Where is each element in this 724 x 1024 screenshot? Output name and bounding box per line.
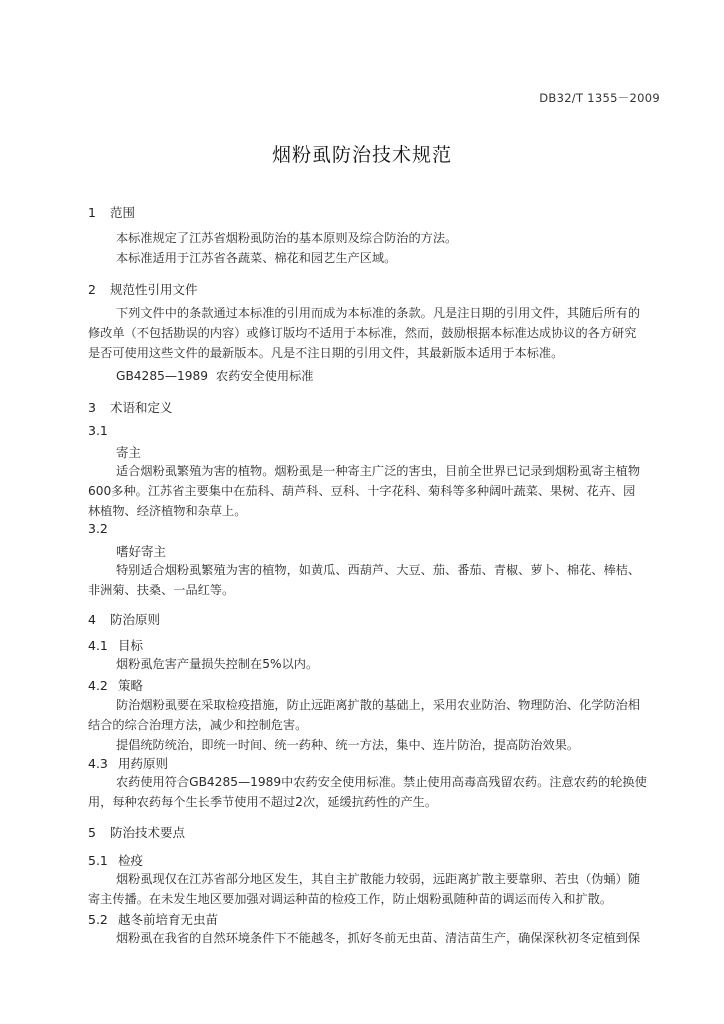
section-title: 防治原则	[110, 612, 161, 627]
subsection-number: 5.2	[88, 912, 108, 927]
subsection-number: 4.2	[88, 678, 108, 693]
subsection-5-1-body	[88, 869, 660, 909]
section-number: 5	[88, 825, 96, 840]
subsection-4-1-body	[88, 654, 660, 674]
standard-code: DB32/T 1355－2009	[539, 91, 660, 105]
subsection-5-2-body	[88, 928, 660, 948]
section-title: 防治技术要点	[110, 825, 186, 840]
paragraph-line: 烟粉虱在我省的自然环境条件下不能越冬，抓好冬前无虫苗、清洁苗生产，确保深秋初冬定植到保	[116, 931, 641, 945]
paragraph-line: 用，每种农药每个生长季节使用不超过2次，延缓抗药性的产生。	[88, 795, 438, 809]
paragraph-line: 农药使用符合GB4285—1989中农药安全使用标准。禁止使用高毒高残留农药。注意农药的轮换使	[116, 775, 647, 789]
paragraph-line: 适合烟粉虱繁殖为害的植物。烟粉虱是一种寄主广泛的害虫，目前全世界已记录到烟粉虱寄主植物	[116, 464, 641, 478]
section-1-heading	[88, 203, 135, 221]
subsection-number: 4.3	[88, 756, 108, 771]
section-3-heading	[88, 398, 173, 416]
subsection-number: 4.1	[88, 638, 108, 653]
section-5-heading	[88, 823, 185, 841]
paragraph-line: 烟粉虱危害产量损失控制在5%以内。	[116, 657, 319, 671]
paragraph-line: 600多种。江苏省主要集中在茄科、葫芦科、豆科、十字花科、菊科等多种阔叶蔬菜、果树、花卉、园	[88, 484, 636, 498]
term-3-1-definition	[88, 461, 660, 521]
paragraph-line: 林植物、经济植物和杂草上。	[88, 504, 247, 518]
section-number: 2	[88, 282, 96, 297]
reference-title: 农药安全使用标准	[216, 369, 314, 383]
paragraph-line: 烟粉虱现仅在江苏省部分地区发生，其自主扩散能力较弱，远距离扩散主要靠卵、若虫（伪蛹）随	[116, 872, 641, 886]
subsection-title: 检疫	[118, 853, 144, 868]
paragraph-line: 结合的综合治理方法，减少和控制危害。	[88, 718, 308, 732]
subsection-4-3-heading	[88, 754, 168, 772]
subsection-title: 目标	[118, 638, 144, 653]
normative-reference	[116, 367, 314, 384]
section-1-body	[88, 228, 660, 268]
term-3-2-number: 3.2	[88, 521, 108, 536]
section-number: 4	[88, 612, 96, 627]
section-2-body	[88, 303, 660, 363]
subsection-5-2-heading	[88, 910, 218, 928]
subsection-4-1-heading	[88, 636, 143, 654]
subsection-4-2-body	[88, 695, 660, 755]
subsection-4-3-body	[88, 772, 660, 812]
section-number: 1	[88, 205, 96, 220]
paragraph-line: 防治烟粉虱要在采取检疫措施，防止远距离扩散的基础上，采用农业防治、物理防治、化学防治相	[116, 698, 641, 712]
paragraph-line: 修改单（不包括勘误的内容）或修订版均不适用于本标准，然而，鼓励根据本标准达成协议的各方研究	[88, 326, 637, 340]
paragraph-line: 非洲菊、扶桑、一品红等。	[88, 583, 235, 597]
section-4-heading	[88, 610, 160, 628]
term-3-2-title: 嗜好寄主	[116, 544, 167, 559]
paragraph-line: 特别适合烟粉虱繁殖为害的植物，如黄瓜、西葫芦、大豆、茄、番茄、青椒、萝卜、棉花、棒桔、	[116, 563, 641, 577]
subsection-5-1-heading	[88, 851, 143, 869]
section-title: 术语和定义	[110, 400, 173, 415]
subsection-title: 用药原则	[118, 756, 169, 771]
term-3-1-title: 寄主	[116, 445, 142, 460]
section-title: 范围	[110, 205, 136, 220]
subsection-title: 策略	[118, 678, 144, 693]
subsection-4-2-heading	[88, 676, 143, 694]
paragraph-line: 本标准适用于江苏省各蔬菜、棉花和园艺生产区域。	[116, 251, 397, 265]
paragraph-line: 下列文件中的条款通过本标准的引用而成为本标准的条款。凡是注日期的引用文件，其随后所有的	[116, 306, 641, 320]
section-number: 3	[88, 400, 96, 415]
section-title: 规范性引用文件	[110, 282, 198, 297]
paragraph-line: 是否可使用这些文件的最新版本。凡是不注日期的引用文件，其最新版本适用于本标准。	[88, 346, 564, 360]
document-title: 烟粉虱防治技术规范	[271, 144, 452, 166]
term-3-1-number: 3.1	[88, 423, 108, 438]
subsection-number: 5.1	[88, 853, 108, 868]
reference-code: GB4285—1989	[116, 369, 209, 383]
paragraph-line: 寄主传播。在未发生地区要加强对调运种苗的检疫工作，防止烟粉虱随种苗的调运而传入和扩散。	[88, 892, 613, 906]
section-2-heading	[88, 280, 198, 298]
term-3-2-definition	[88, 560, 660, 600]
subsection-title: 越冬前培育无虫苗	[118, 912, 219, 927]
paragraph-line: 提倡统防统治，即统一时间、统一药种、统一方法，集中、连片防治，提高防治效果。	[116, 738, 580, 752]
paragraph-line: 本标准规定了江苏省烟粉虱防治的基本原则及综合防治的方法。	[116, 231, 458, 245]
